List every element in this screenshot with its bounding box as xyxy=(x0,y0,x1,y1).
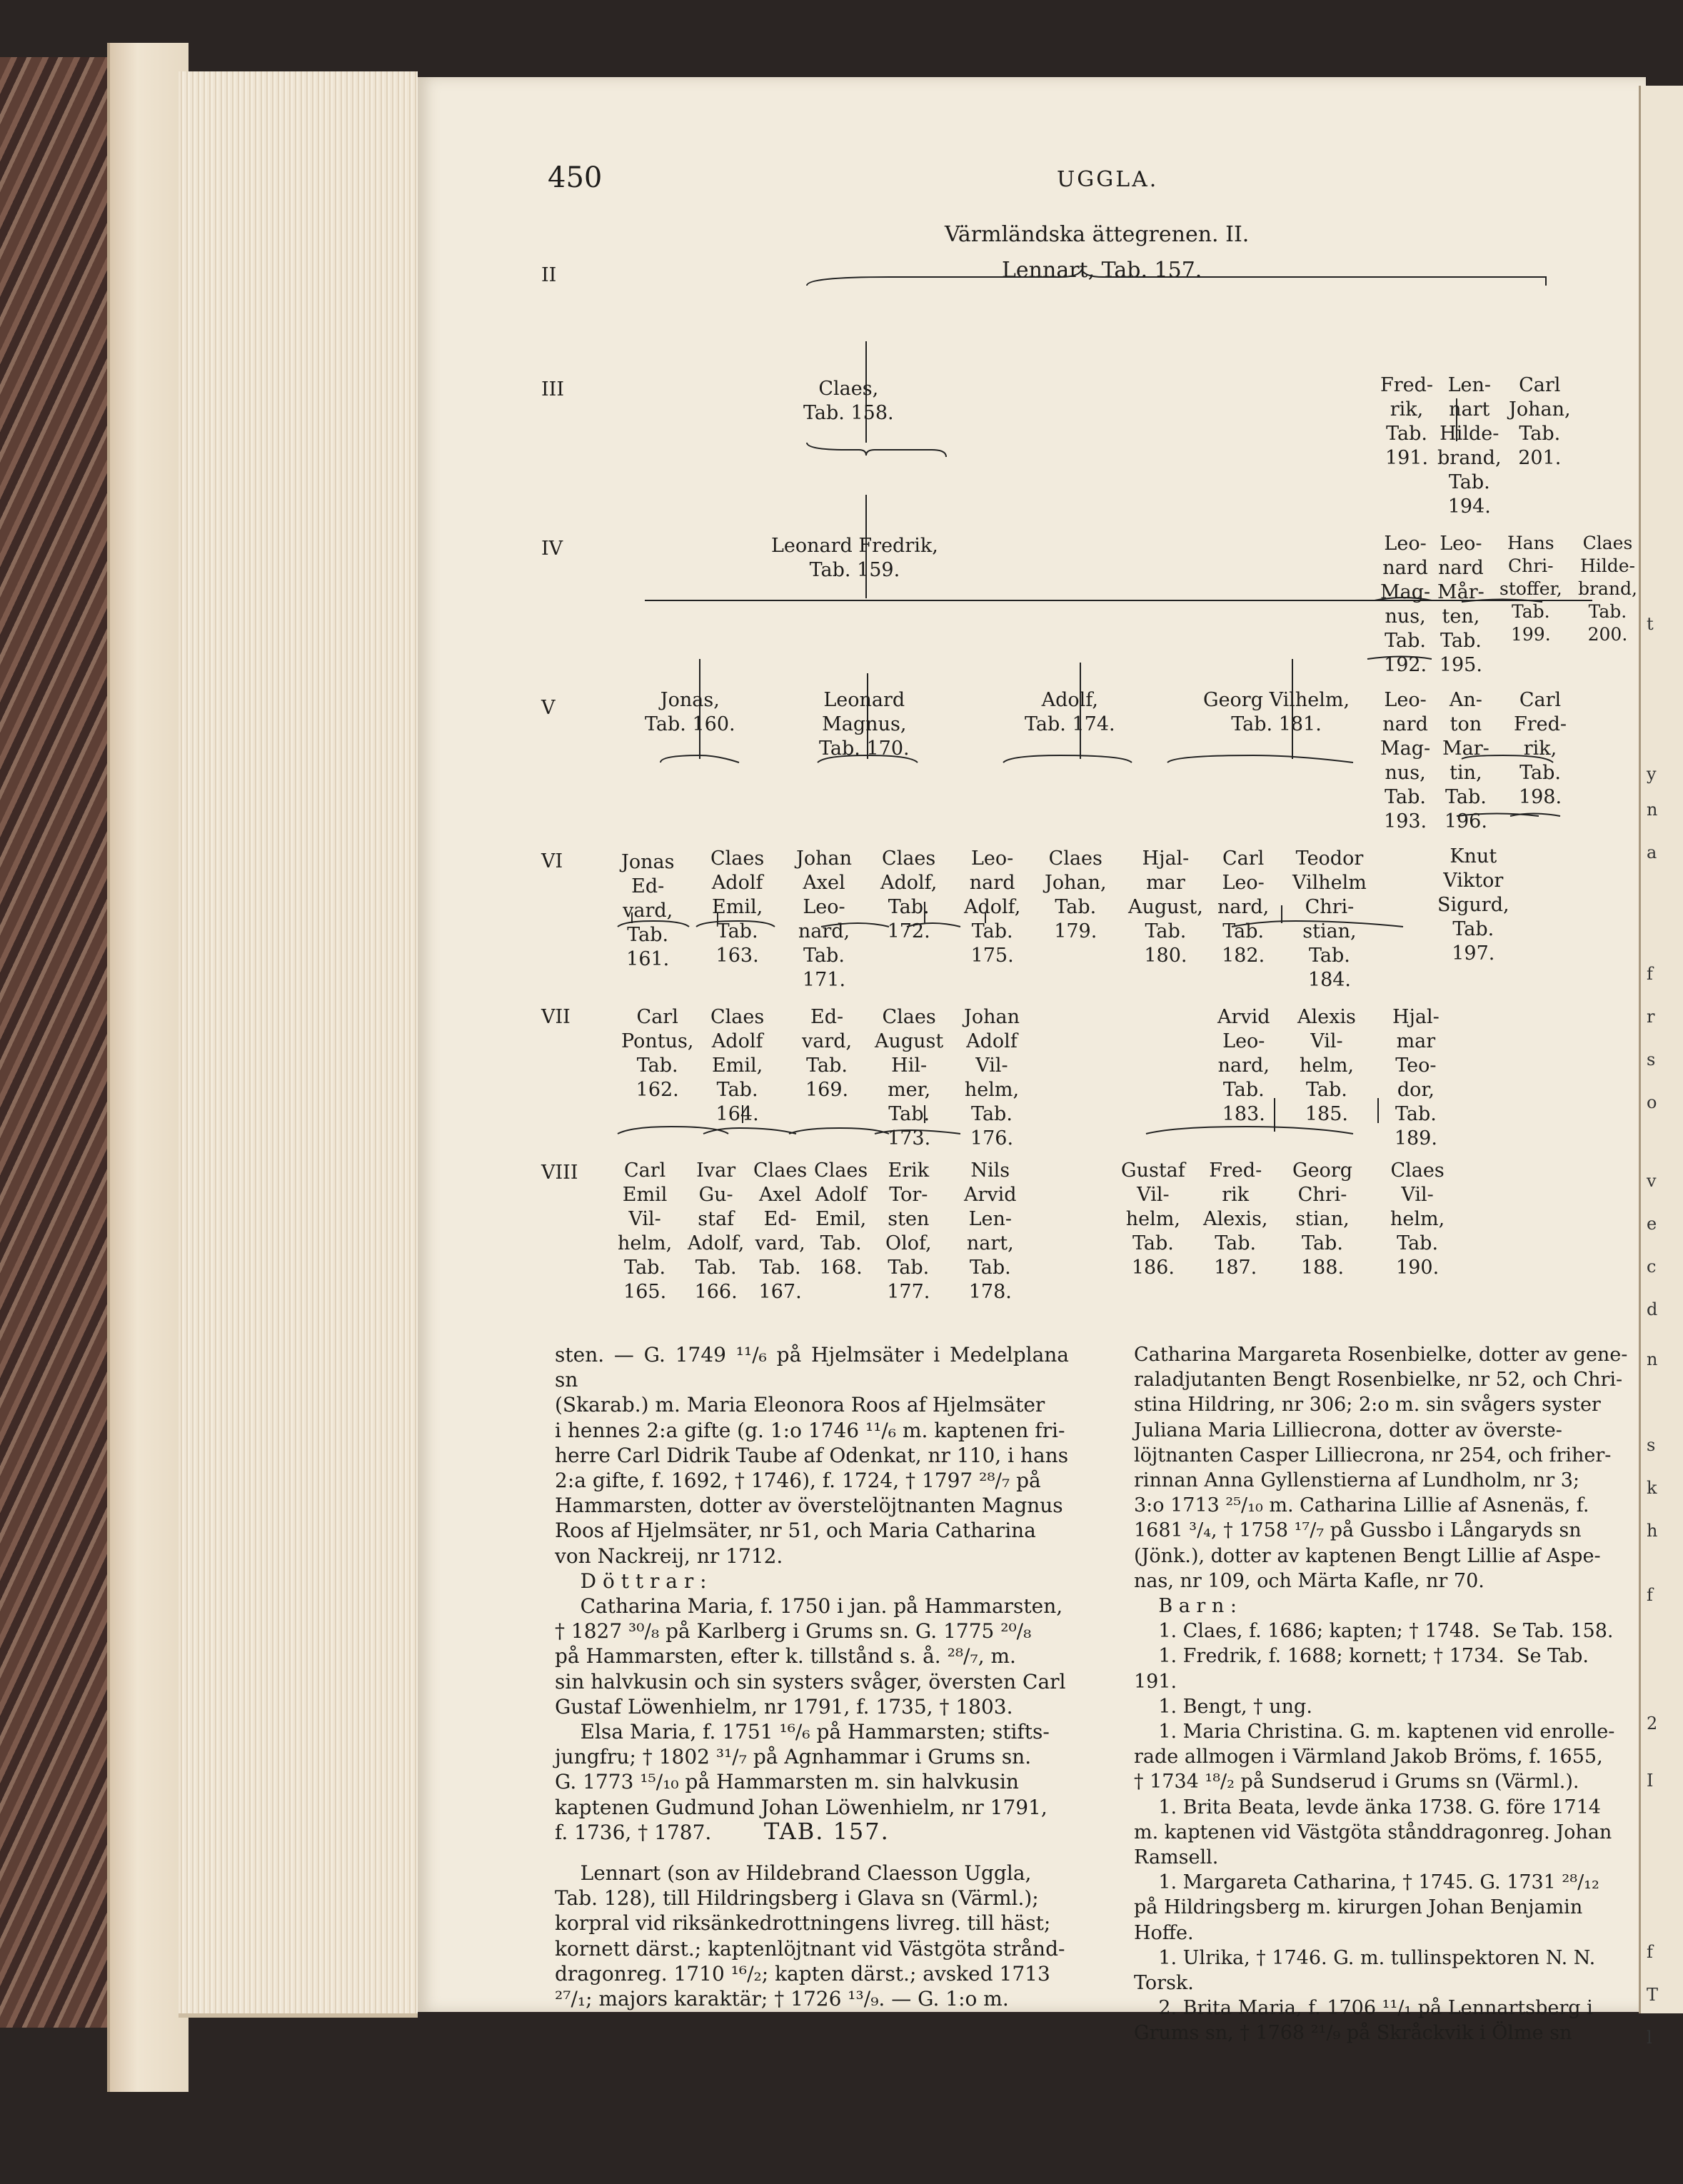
margin-fragment: t xyxy=(1647,614,1654,634)
margin-fragment: 2 xyxy=(1647,1714,1658,1733)
text-line: raladjutanten Bengt Rosenbielke, nr 52, och Chri- xyxy=(1134,1369,1623,1392)
tab157-text xyxy=(555,1861,1069,2011)
text-line: 2:a gifte, f. 1692, † 1746), f. 1724, † 1797 ²⁸/₇ på xyxy=(555,1469,1041,1493)
text-line: (Skarab.) m. Maria Eleonora Roos af Hjelmsäter xyxy=(555,1393,1045,1417)
tree-node: Carl Pontus, Tab. 162. xyxy=(621,1006,694,1101)
section-heading: B a r n : xyxy=(1134,1595,1237,1618)
tree-node: Leo- nard Adolf, Tab. 175. xyxy=(964,847,1021,967)
binding-edge xyxy=(107,43,189,2092)
text-line: (Jönk.), dotter av kaptenen Bengt Lillie af Aspe- xyxy=(1134,1544,1601,1567)
margin-fragment: s xyxy=(1647,1435,1656,1455)
text-line: 1. Bengt, † ung. xyxy=(1134,1695,1312,1718)
text-line: Catharina Maria, f. 1750 i jan. på Hammarsten, xyxy=(555,1594,1063,1619)
text-line: Roos af Hjelmsäter, nr 51, och Maria Catharina xyxy=(555,1519,1036,1543)
tree-node: Georg Chri- stian, Tab. 188. xyxy=(1292,1159,1352,1279)
text-line: stina Hildring, nr 306; 2:o m. sin svågers syster xyxy=(1134,1394,1601,1416)
text-line: korpral vid riksänkedrottningens livreg. till häst; xyxy=(555,1911,1051,1936)
page-number: 450 xyxy=(548,161,603,194)
text-line: 1. Maria Christina. G. m. kaptenen vid enrolle- xyxy=(1134,1721,1615,1743)
margin-fragment: n xyxy=(1647,1349,1658,1369)
marbled-cover xyxy=(0,57,118,2028)
generation-label: VII xyxy=(541,1006,571,1028)
tree-node: Carl Leo- nard, Tab. 182. xyxy=(1217,847,1270,967)
text-line: på Hammarsten, efter k. tillstånd s. å. ²⁸/₇, m. xyxy=(555,1644,1016,1669)
tree-node: Leonard Magnus, Tab. 170. xyxy=(819,689,910,760)
text-line: 1681 ³/₄, † 1758 ¹⁷/₇ på Gussbo i Långaryds sn xyxy=(1134,1519,1582,1542)
left-column xyxy=(555,1342,1069,1845)
text-line: Ramsell. xyxy=(1134,1846,1219,1869)
right-column xyxy=(1134,1342,1634,2046)
tree-node: Leo- nard Mår- ten, Tab. 195. xyxy=(1437,533,1484,676)
margin-fragment: s xyxy=(1647,1050,1656,1070)
tree-node: Georg Vilhelm, Tab. 181. xyxy=(1203,689,1350,735)
tree-node: Jonas Ed- vard, Tab. 161. xyxy=(621,851,675,970)
tree-node: Fred- rik Alexis, Tab. 187. xyxy=(1203,1159,1268,1279)
margin-fragment: f xyxy=(1647,964,1653,984)
tree-node: Johan Axel Leo- nard, Tab. 171. xyxy=(796,847,852,991)
tree-node: Claes Johan, Tab. 179. xyxy=(1045,847,1107,942)
margin-fragment: d xyxy=(1647,1299,1658,1319)
text-line: 2. Brita Maria, f. 1706 ¹¹/₁ på Lennartsberg i xyxy=(1134,1997,1593,2020)
margin-fragment: v xyxy=(1647,1171,1657,1191)
tree-node: Claes Adolf Emil, Tab. 164. xyxy=(710,1006,765,1125)
tree-title: Värmländska ättegrenen. II. xyxy=(945,222,1250,247)
text-line: 1. Claes, f. 1686; kapten; † 1748. Se Tab. 158. xyxy=(1134,1620,1614,1643)
text-line: sten. — G. 1749 ¹¹/₆ på Hjelmsäter i Medelplana sn xyxy=(555,1343,1069,1392)
text-line: 3:o 1713 ²⁵/₁₀ m. Catharina Lillie af Asnenäs, f. xyxy=(1134,1494,1589,1517)
text-line: Grums sn, † 1768 ²¹/₉ på Skråckvik i Ölme sn xyxy=(1134,2022,1572,2045)
text-line: i hennes 2:a gifte (g. 1:o 1746 ¹¹/₆ m. kaptenen fri- xyxy=(555,1418,1065,1442)
text-line: Tab. 128), till Hildringsberg i Glava sn (Värml.); xyxy=(555,1886,1039,1911)
tree-node: Claes, Tab. 158. xyxy=(803,378,894,424)
text-line: sin halvkusin och sin systers svåger, översten Carl xyxy=(555,1669,1066,1694)
tree-node: Knut Viktor Sigurd, Tab. 197. xyxy=(1437,845,1509,965)
text-line: 191. xyxy=(1134,1670,1177,1693)
text-line: G. 1773 ¹⁵/₁₀ på Hammarsten m. sin halvkusin xyxy=(555,1770,1019,1794)
text-line: f. 1736, † 1787. xyxy=(555,1820,712,1844)
tree-node: Teodor Vilhelm Chri- stian, Tab. 184. xyxy=(1292,847,1367,991)
tree-node: Claes Adolf Emil, Tab. 163. xyxy=(710,847,765,967)
generation-label: III xyxy=(541,378,564,401)
text-line: von Nackreij, nr 1712. xyxy=(555,1544,783,1568)
tree-node: Jonas, Tab. 160. xyxy=(645,689,735,735)
tree-node: Johan Adolf Vil- helm, Tab. 176. xyxy=(964,1006,1020,1149)
text-line: nas, nr 109, och Märta Kafle, nr 70. xyxy=(1134,1569,1484,1592)
tree-node: Claes Vil- helm, Tab. 190. xyxy=(1390,1159,1445,1279)
text-line: kornett därst.; kaptenlöjtnant vid Västgöta strånd- xyxy=(555,1936,1065,1961)
generation-label: V xyxy=(541,697,556,719)
tree-node: Leo- nard Mag- nus, Tab. 193. xyxy=(1380,689,1431,832)
margin-fragment: I xyxy=(1647,1771,1654,1791)
tree-node: Claes Adolf Emil, Tab. 168. xyxy=(814,1159,868,1279)
text-line: Gustaf Löwenhielm, nr 1791, f. 1735, † 1803. xyxy=(555,1694,1013,1718)
generation-label: VI xyxy=(541,850,563,872)
tree-node: Adolf, Tab. 174. xyxy=(1025,689,1115,735)
tab-heading: TAB. 157. xyxy=(764,1818,890,1845)
text-line: rinnan Anna Gyllenstierna af Lundholm, nr 3; xyxy=(1134,1469,1579,1492)
text-line: m. kaptenen vid Västgöta stånddragonreg. Johan xyxy=(1134,1821,1612,1843)
tree-node: Alexis Vil- helm, Tab. 185. xyxy=(1297,1006,1356,1125)
text-line: på Hildringsberg m. kirurgen Johan Benjamin xyxy=(1134,1896,1583,1919)
margin-fragment: k xyxy=(1647,1478,1657,1498)
margin-fragment: o xyxy=(1647,1092,1657,1112)
text-line: herre Carl Didrik Taube af Odenkat, nr 110, i hans xyxy=(555,1443,1069,1467)
tree-node: Carl Fred- rik, Tab. 198. xyxy=(1514,689,1567,808)
text-line: rade allmogen i Värmland Jakob Bröms, f. 1655, xyxy=(1134,1746,1603,1768)
text-line: Catharina Margareta Rosenbielke, dotter av gene- xyxy=(1134,1344,1628,1366)
running-title: UGGLA. xyxy=(1057,167,1159,192)
margin-fragment: h xyxy=(1647,1521,1658,1541)
next-page-edge xyxy=(1639,86,1683,2048)
text-line: Elsa Maria, f. 1751 ¹⁶/₆ på Hammarsten; stifts- xyxy=(555,1720,1050,1744)
text-line: löjtnanten Casper Lilliecrona, nr 254, och friher- xyxy=(1134,1444,1612,1466)
generation-label: IV xyxy=(541,538,563,560)
text-line: jungfru; † 1802 ³¹/₇ på Agnhammar i Grums sn. xyxy=(555,1745,1032,1769)
tree-node: Carl Emil Vil- helm, Tab. 165. xyxy=(618,1159,673,1303)
tree-node: Claes Axel Ed- vard, Tab. 167. xyxy=(753,1159,808,1303)
tree-node: Hjal- mar Teo- dor, Tab. 189. xyxy=(1392,1006,1440,1149)
margin-fragment: f xyxy=(1647,1585,1653,1605)
generation-label: VIII xyxy=(541,1162,578,1184)
text-line: Lennart (son av Hildebrand Claesson Uggla, xyxy=(555,1861,1032,1885)
tree-node: Ed- vard, Tab. 169. xyxy=(802,1006,853,1101)
text-line: 1. Ulrika, † 1746. G. m. tullinspektoren N. N. xyxy=(1134,1946,1596,1969)
margin-fragment: T xyxy=(1647,1985,1659,2005)
tree-node: An- ton Mar- tin, Tab. 196. xyxy=(1442,689,1489,832)
text-line: † 1827 ³⁰/₈ på Karlberg i Grums sn. G. 1775 ²⁰/₈ xyxy=(555,1619,1032,1644)
tree-node: Ivar Gu- staf Adolf, Tab. 166. xyxy=(688,1159,745,1303)
margin-fragment: r xyxy=(1647,1007,1655,1027)
text-line: dragonreg. 1710 ¹⁶/₂; kapten därst.; avsked 1713 xyxy=(555,1961,1050,1986)
margin-fragment: f xyxy=(1647,1942,1653,1962)
text-line: Hoffe. xyxy=(1134,1921,1194,1944)
text-line: Torsk. xyxy=(1134,1972,1194,1995)
book-page xyxy=(418,77,1646,2045)
margin-fragment: a xyxy=(1647,842,1657,862)
text-line: kaptenen Gudmund Johan Löwenhielm, nr 1791, xyxy=(555,1795,1048,1819)
tree-node: Len- nart Hilde- brand, Tab. 194. xyxy=(1437,374,1502,518)
tree-node: Arvid Leo- nard, Tab. 183. xyxy=(1217,1006,1270,1125)
tree-root-lennart: Lennart, Tab. 157. xyxy=(1002,258,1202,283)
margin-fragment: n xyxy=(1647,800,1658,820)
tree-node: Leo- nard Mag- nus, Tab. 192. xyxy=(1380,533,1431,676)
margin-fragment: e xyxy=(1647,1214,1657,1234)
tree-node: Gustaf Vil- helm, Tab. 186. xyxy=(1121,1159,1185,1279)
tree-node: Claes August Hil- mer, Tab. 173. xyxy=(875,1006,944,1149)
text-line: † 1734 ¹⁸/₂ på Sundserud i Grums sn (Värml.). xyxy=(1134,1771,1579,1793)
text-line: ²⁷/₁; majors karaktär; † 1726 ¹³/₉. — G. 1:o m. xyxy=(555,1987,1009,2011)
tree-node: Claes Adolf, Tab. 172. xyxy=(880,847,938,942)
text-line: Juliana Maria Lilliecrona, dotter av överste- xyxy=(1134,1419,1562,1441)
margin-fragment: l xyxy=(1647,2028,1652,2048)
tree-node: Fred- rik, Tab. 191. xyxy=(1380,374,1434,469)
tree-node: Hans Chri- stoffer, Tab. 199. xyxy=(1499,533,1562,645)
text-line: 1. Brita Beata, levde änka 1738. G. före 1714 xyxy=(1134,1796,1601,1818)
margin-fragment: y xyxy=(1647,764,1657,784)
tree-node: Claes Hilde- brand, Tab. 200. xyxy=(1578,533,1637,645)
text-line: Hammarsten, dotter av överstelöjtnanten Magnus xyxy=(555,1494,1063,1518)
section-heading: D ö t t r a r : xyxy=(555,1569,707,1593)
tree-node: Erik Tor- sten Olof, Tab. 177. xyxy=(885,1159,932,1303)
text-line: 1. Margareta Catharina, † 1745. G. 1731 ²⁸/₁₂ xyxy=(1134,1871,1599,1894)
tree-node: Carl Johan, Tab. 201. xyxy=(1509,374,1571,469)
generation-label: II xyxy=(541,264,557,286)
tree-node: Leonard Fredrik, Tab. 159. xyxy=(771,535,938,581)
text-line: 1. Fredrik, f. 1688; kornett; † 1734. Se Tab. xyxy=(1134,1645,1589,1668)
tree-node: Hjal- mar August, Tab. 180. xyxy=(1128,847,1203,967)
tree-node: Nils Arvid Len- nart, Tab. 178. xyxy=(964,1159,1017,1303)
margin-fragment: c xyxy=(1647,1257,1657,1277)
page-stack xyxy=(179,71,418,2018)
